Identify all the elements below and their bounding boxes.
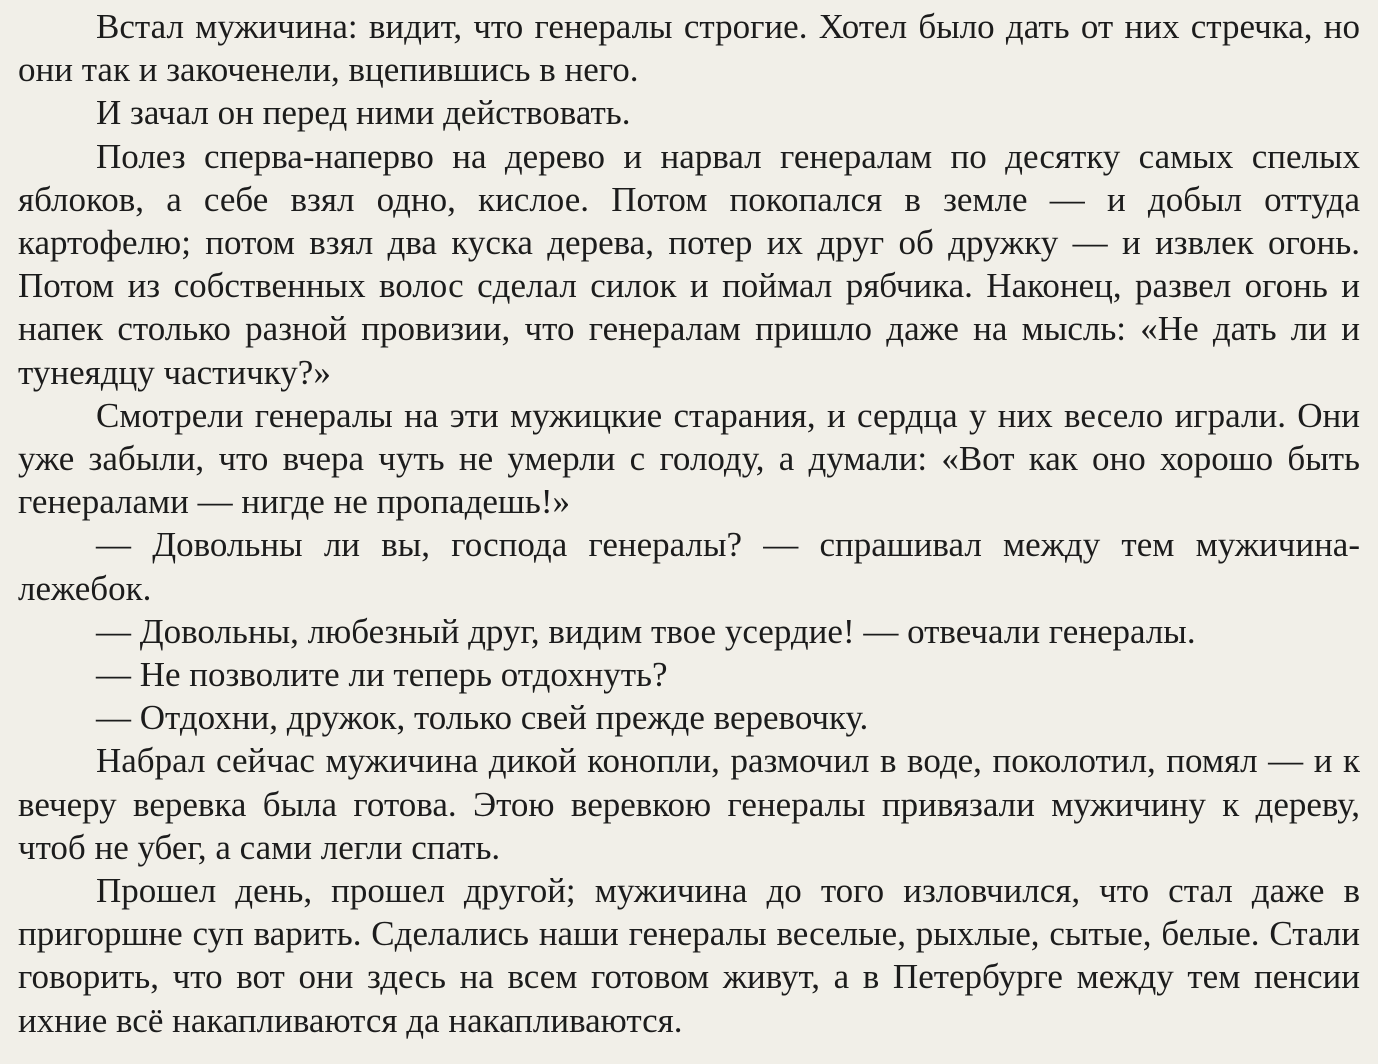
paragraph-8: — Отдохни, дружок, только свей прежде веревочку. — [96, 698, 869, 738]
paragraph-9: Набрал сейчас мужичина дикой конопли, размочил в воде, поколотил, помял — и к вечеру веревка была готова. Этою веревкою генералы привязали мужичину к дереву, чтоб не убег, а сами легли спать. — [18, 741, 1360, 867]
paragraph-6: — Довольны, любезный друг, видим твое усердие! — отвечали генералы. — [96, 611, 1196, 651]
paragraph-3: Полез сперва-наперво на дерево и нарвал генералам по десятку самых спелых яблоков, а себе взял одно, кислое. Потом покопался в земле — и добыл оттуда картофелю; потом взял два куска дерева, потер их друг об дружку — и извлек огонь. Потом из собственных волос сделал силок и поймал рябчика. Наконец, развел огонь и напек столько разной провизии, что генералам пришло даже на мысль: «Не дать ли и тунеядцу частичку?» — [18, 136, 1360, 392]
paragraph-10: Прошел день, прошел другой; мужичина до того изловчился, что стал даже в пригоршне суп варить. Сделались наши генералы веселые, рыхлые, сытые, белые. Стали говорить, что вот они здесь на всем готовом живут, а в Петербурге между тем пенсии ихние всё накапливаются да накапливаются. — [18, 871, 1360, 1040]
paragraph-2: И зачал он перед ними действовать. — [96, 93, 631, 133]
paragraph-4: Смотрели генералы на эти мужицкие старания, и сердца у них весело играли. Они уже забыли, что вчера чуть не умерли с голоду, а думали: «Вот как оно хорошо быть генералами — нигде не пропадешь!» — [18, 395, 1360, 522]
paragraph-5: — Довольны ли вы, господа генералы? — спрашивал между тем мужичина-лежебок. — [18, 525, 1360, 608]
document-text — [18, 5, 1360, 1042]
paragraph-1: Встал мужичина: видит, что генералы строгие. Хотел было дать от них стречка, но они так и закоченели, вцепившись в него. — [18, 7, 1360, 90]
paragraph-7: — Не позволите ли теперь отдохнуть? — [96, 655, 668, 695]
document-page — [18, 0, 1360, 1064]
